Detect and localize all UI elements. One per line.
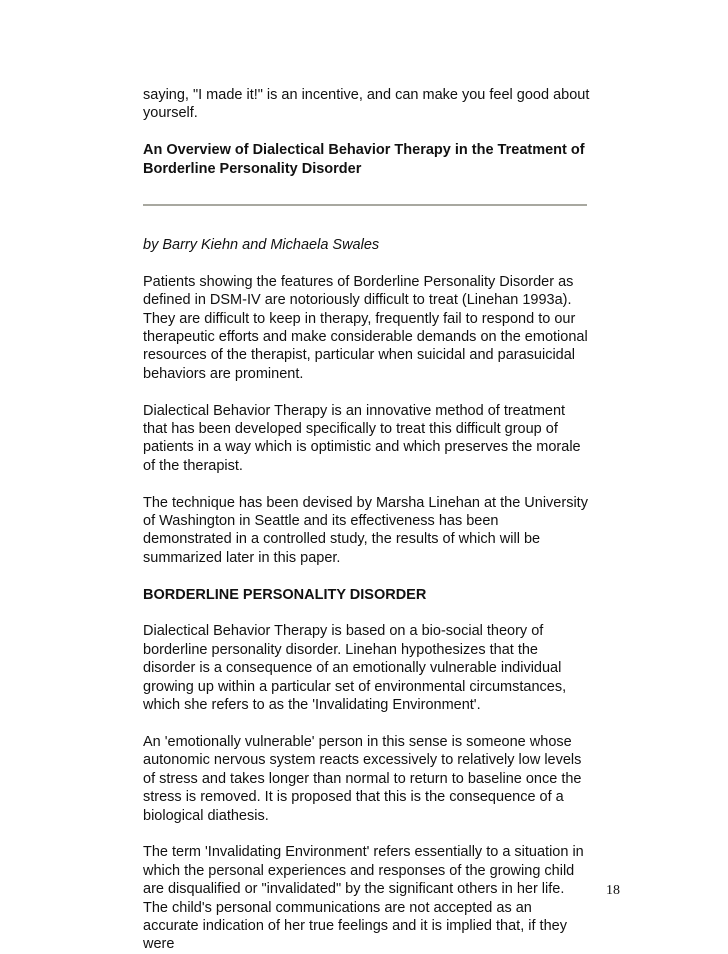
document-page [143,86,591,954]
section-heading: BORDERLINE PERSONALITY DISORDER [143,586,427,603]
page-number: 18 [606,883,620,898]
body-paragraph: The technique has been devised by Marsha Linehan at the University of Washington in Seattle and its effectiveness has been demonstrated in a controlled study, the results of which will be summarized later in this paper. [143,494,588,566]
author-byline: by Barry Kiehn and Michaela Swales [143,237,380,254]
horizontal-rule [143,204,587,206]
article-title: An Overview of Dialectical Behavior Therapy in the Treatment of Borderline Personality Disorder [143,142,585,177]
body-paragraph: Dialectical Behavior Therapy is an innovative method of treatment that has been developed specifically to treat this difficult group of patients in a way which is optimistic and which preserves the morale of the therapist. [143,402,581,474]
body-paragraph: The term 'Invalidating Environment' refers essentially to a situation in which the personal experiences and responses of the growing child are disqualified or "invalidated" by the significant others in her life. The child's personal communications are not accepted as an accurate indication of her true feelings and it is implied that, if they were [143,844,584,953]
body-paragraph: An 'emotionally vulnerable' person in this sense is someone whose autonomic nervous system reacts excessively to relatively low levels of stress and takes longer than normal to return to baseline once the stress is removed. It is proposed that this is the consequence of a biological diathesis. [143,733,582,824]
body-paragraph: Patients showing the features of Borderline Personality Disorder as defined in DSM-IV are notoriously difficult to treat (Linehan 1993a). They are difficult to keep in therapy, frequently fail to respond to our therapeutic efforts and make considerable demands on the emotional resources of the therapist, particular when suicidal and parasuicidal behaviors are prominent. [143,273,588,382]
title-rule-spacer [143,178,591,224]
body-paragraph: Dialectical Behavior Therapy is based on a bio-social theory of borderline personality disorder. Linehan hypothesizes that the disorder is a consequence of an emotionally vulnerable individual growing up within a particular set of environmental circumstances, which she refers to as the 'Invalidating Environment'. [143,623,567,714]
intro-paragraph: saying, "I made it!" is an incentive, and can make you feel good about yourself. [143,87,590,122]
